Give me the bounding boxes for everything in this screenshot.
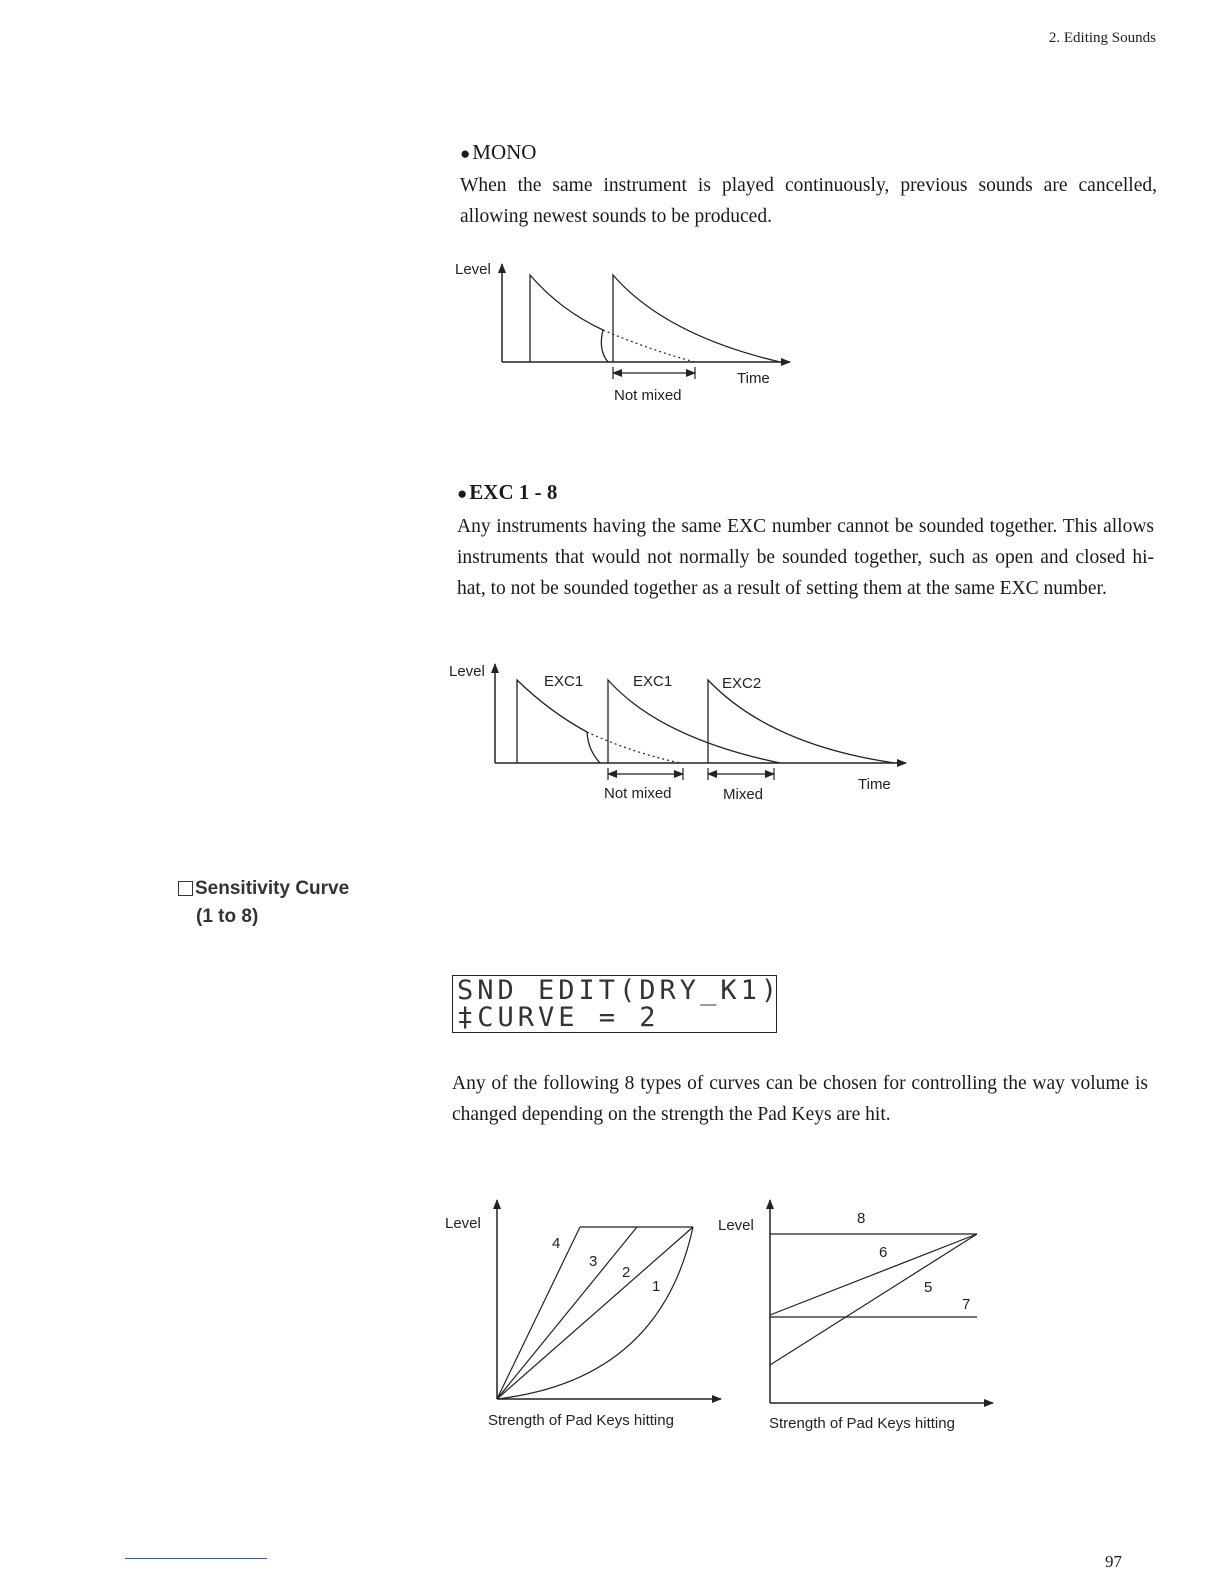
- curve-label-1: 1: [652, 1278, 661, 1295]
- mono-diagram: [440, 250, 820, 410]
- sensitivity-range: (1 to 8): [196, 906, 259, 927]
- time-label: Time: [858, 776, 891, 793]
- bullet-icon: ●: [460, 144, 471, 163]
- curve-label-8: 8: [857, 1210, 866, 1227]
- mono-title: MONO: [472, 140, 537, 164]
- curve-label-3: 3: [589, 1253, 598, 1270]
- exc-title: EXC 1 - 8: [469, 480, 558, 504]
- envelope-first-dotted: [603, 330, 695, 362]
- envelope-first: [530, 275, 608, 362]
- exc-label-1: EXC1: [544, 673, 584, 690]
- curve-label-7: 7: [962, 1296, 971, 1313]
- lcd-line-1: SND EDIT(DRY_K1): [457, 975, 782, 1006]
- exc-label-2: EXC1: [633, 673, 673, 690]
- bullet-icon: ●: [457, 484, 468, 503]
- curve-label-6: 6: [879, 1244, 888, 1261]
- curve-label-5: 5: [924, 1279, 933, 1296]
- mono-description: When the same instrument is played continuously, previous sounds are cancelled, allowing newest sounds to be produced.: [460, 175, 1157, 227]
- curves-chart-left: [440, 1195, 730, 1435]
- level-label: Level: [445, 1215, 481, 1232]
- lcd-display: [452, 975, 782, 1033]
- exc-description: Any instruments having the same EXC number cannot be sounded together. This allows instruments that would not normally be sounded together, such as open and closed hi-hat, to not be sounded together as a result of setting them at the same EXC number.: [457, 516, 1154, 599]
- running-header: 2. Editing Sounds: [1048, 30, 1156, 46]
- mono-heading: [460, 140, 536, 165]
- sensitivity-title: Sensitivity Curve: [178, 878, 349, 900]
- not-mixed-label: Not mixed: [604, 785, 672, 802]
- curves-chart-right: [715, 1195, 1015, 1440]
- exc-heading: [457, 480, 557, 505]
- curve-label-4: 4: [552, 1235, 561, 1252]
- x-axis-label: Strength of Pad Keys hitting: [769, 1415, 955, 1432]
- time-label: Time: [737, 370, 770, 387]
- exc-diagram: [440, 650, 920, 810]
- envelope-exc2: [708, 680, 895, 763]
- curve-label-2: 2: [622, 1264, 631, 1281]
- envelope-exc1-a: [517, 680, 600, 763]
- page-number: 97: [1105, 1552, 1122, 1571]
- footer-link-underline: [125, 1558, 267, 1559]
- not-mixed-label: Not mixed: [614, 387, 682, 404]
- x-axis-label: Strength of Pad Keys hitting: [488, 1412, 674, 1429]
- level-label: Level: [718, 1217, 754, 1234]
- level-label: Level: [455, 261, 491, 278]
- sensitivity-description: Any of the following 8 types of curves can be chosen for controlling the way volume is changed depending on the strength the Pad Keys are hit.: [452, 1073, 1148, 1125]
- envelope-exc1-a-dotted: [587, 732, 680, 763]
- envelope-second: [613, 275, 780, 362]
- checkbox-icon: [178, 881, 193, 896]
- curve-5: [770, 1234, 977, 1365]
- lcd-line-2: ‡CURVE = 2: [457, 1002, 660, 1033]
- mixed-label: Mixed: [723, 786, 764, 803]
- curve-6: [770, 1234, 977, 1315]
- exc-label-3: EXC2: [722, 675, 762, 692]
- level-label: Level: [449, 663, 485, 680]
